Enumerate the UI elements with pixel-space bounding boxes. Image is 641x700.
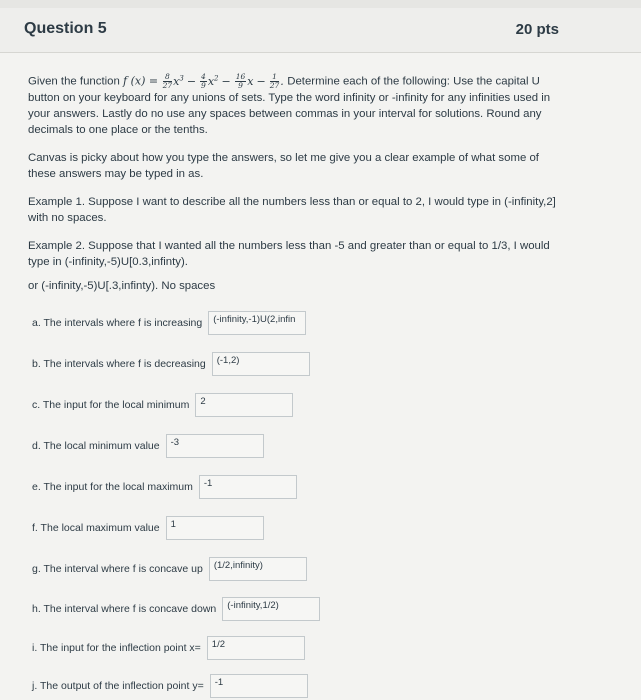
item-label: b. The intervals where f is decreasing <box>32 358 206 370</box>
term-fraction: $\frac{16}{9}$ <box>235 72 246 91</box>
answer-input-i[interactable]: 1/2 <box>207 636 305 660</box>
item-b <box>32 352 310 376</box>
term-exponent: 2 <box>214 74 219 82</box>
intro-instructions: Determine each of the following: Use the capital U button on your keyboard for any unions of sets. Type the word infinity or -infinity for any infinities used in your answers. Lastly do no use any spaces between commas in your interval for solutions. Round any decimals to one place or the tenths. <box>28 75 551 137</box>
item-label: e. The input for the local maximum <box>32 481 193 493</box>
item-d <box>32 434 264 458</box>
term-sign: − <box>186 74 197 88</box>
term-exponent: 3 <box>179 74 184 82</box>
item-f <box>32 516 264 540</box>
term-fraction: $\frac{8}{27}$ <box>162 72 173 91</box>
question-header <box>0 8 641 53</box>
question-points: 20 pts <box>515 21 559 38</box>
question-body <box>28 70 558 302</box>
term-variable: x <box>207 74 215 88</box>
item-e <box>32 475 297 499</box>
term-sign: − <box>221 74 231 88</box>
answer-input-b[interactable]: (-1,2) <box>212 352 310 376</box>
function-terms: $\frac{8}{27}$ $x^3$ − $\frac{4}{9}$ $x^2$ − $\frac{16}{9}$ x − $\frac{1}{27}$ . <box>162 72 288 91</box>
term-sign: − <box>256 74 266 88</box>
item-label: c. The input for the local minimum <box>32 399 190 411</box>
answer-input-c[interactable]: 2 <box>195 393 293 417</box>
item-label: i. The input for the inflection point x= <box>32 642 201 654</box>
item-label: d. The local minimum value <box>32 440 160 452</box>
intro-lead: Given the function <box>28 75 120 88</box>
function-expression <box>123 72 288 91</box>
item-label: j. The output of the inflection point y= <box>32 680 204 692</box>
example-2-alt: or (-infinity,-5)U[.3,infinty). No spaces <box>28 280 216 293</box>
item-h <box>32 597 320 621</box>
intro-paragraph <box>28 70 558 138</box>
answer-input-j[interactable]: -1 <box>210 674 308 698</box>
answer-input-d[interactable]: -3 <box>166 434 264 458</box>
term-fraction: $\frac{1}{27}$ <box>269 72 280 91</box>
item-g <box>32 557 307 581</box>
item-label: g. The interval where f is concave up <box>32 563 203 575</box>
function-label: f (x) = <box>123 74 159 88</box>
term-variable: x <box>173 74 180 88</box>
term-fraction: $\frac{4}{9}$ <box>201 72 206 91</box>
item-label: f. The local maximum value <box>32 522 160 534</box>
item-label: h. The interval where f is concave down <box>32 603 217 615</box>
item-c <box>32 393 293 417</box>
item-j <box>32 674 308 698</box>
example-1: Example 1. Suppose I want to describe all the numbers less than or equal to 2, I would type in (-infinity,2] with no spaces. <box>28 196 556 225</box>
term-variable: x <box>247 74 254 88</box>
answer-input-g[interactable]: (1/2,infinity) <box>209 557 307 581</box>
note-paragraph: Canvas is picky about how you type the answers, so let me give you a clear example of what some of these answers may be typed in as. <box>28 152 539 181</box>
question-title: Question 5 <box>24 20 107 37</box>
answer-input-e[interactable]: -1 <box>199 475 297 499</box>
item-label: a. The intervals where f is increasing <box>32 317 203 329</box>
top-edge <box>0 0 641 8</box>
item-i <box>32 636 305 660</box>
item-a <box>32 311 306 335</box>
answer-input-f[interactable]: 1 <box>166 516 264 540</box>
example-2: Example 2. Suppose that I wanted all the numbers less than -5 and greater than or equal to 1/3, I would type in (-infinity,-5)U[0.3,infinty). <box>28 240 550 269</box>
answer-input-h[interactable]: (-infinity,1/2) <box>222 597 320 621</box>
answer-input-a[interactable]: (-infinity,-1)U(2,infin <box>208 311 306 335</box>
